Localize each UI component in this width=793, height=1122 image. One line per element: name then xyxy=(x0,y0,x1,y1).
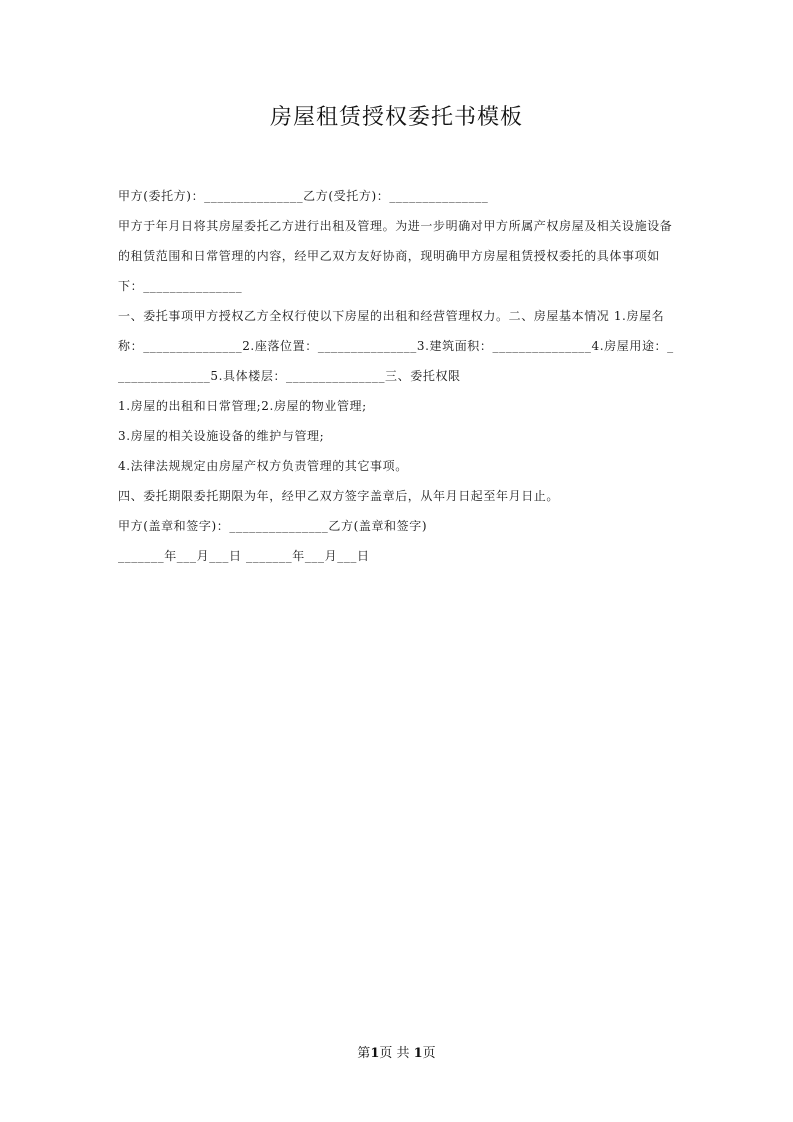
document-body xyxy=(118,181,680,571)
paragraph-dates: _______年___月___日 _______年___月___日 xyxy=(118,549,370,563)
page-footer xyxy=(0,1042,793,1061)
paragraph-signatures: 甲方(盖章和签字)：_______________乙方(盖章和签字) xyxy=(118,519,428,533)
document-title: 房屋租赁授权委托书模板 xyxy=(269,105,523,130)
paragraph-intro: 甲方于年月日将其房屋委托乙方进行出租及管理。为进一步明确对甲方所属产权房屋及相关设施设备的租赁范围和日常管理的内容，经甲乙双方友好协商，现明确甲方房屋租赁授权委托的具体事项如下：_______________ xyxy=(118,219,673,293)
footer-mid: 页 共 xyxy=(379,1046,414,1061)
paragraph-term: 四、委托期限委托期限为年，经甲乙双方签字盖章后，从年月日起至年月日止。 xyxy=(118,489,560,503)
footer-suffix: 页 xyxy=(422,1046,436,1061)
footer-page-current: 1 xyxy=(370,1046,380,1061)
paragraph-parties: 甲方(委托方)：_______________乙方(受托方)：_______________ xyxy=(118,189,489,203)
footer-page-total: 1 xyxy=(413,1046,423,1061)
paragraph-item-1-2: 1.房屋的出租和日常管理;2.房屋的物业管理; xyxy=(118,399,367,413)
paragraph-item-4: 4.法律法规规定由房屋产权方负责管理的其它事项。 xyxy=(118,459,408,473)
footer-prefix: 第 xyxy=(357,1046,371,1061)
paragraph-sections: 一、委托事项甲方授权乙方全权行使以下房屋的出租和经营管理权力。二、房屋基本情况 1.房屋名称：_______________2.座落位置：_______________3.建筑面积：_______________4.房屋用途：_______________5.具体楼层：_______________三、委托权限 xyxy=(118,309,674,383)
paragraph-item-3: 3.房屋的相关设施设备的维护与管理; xyxy=(118,429,325,443)
